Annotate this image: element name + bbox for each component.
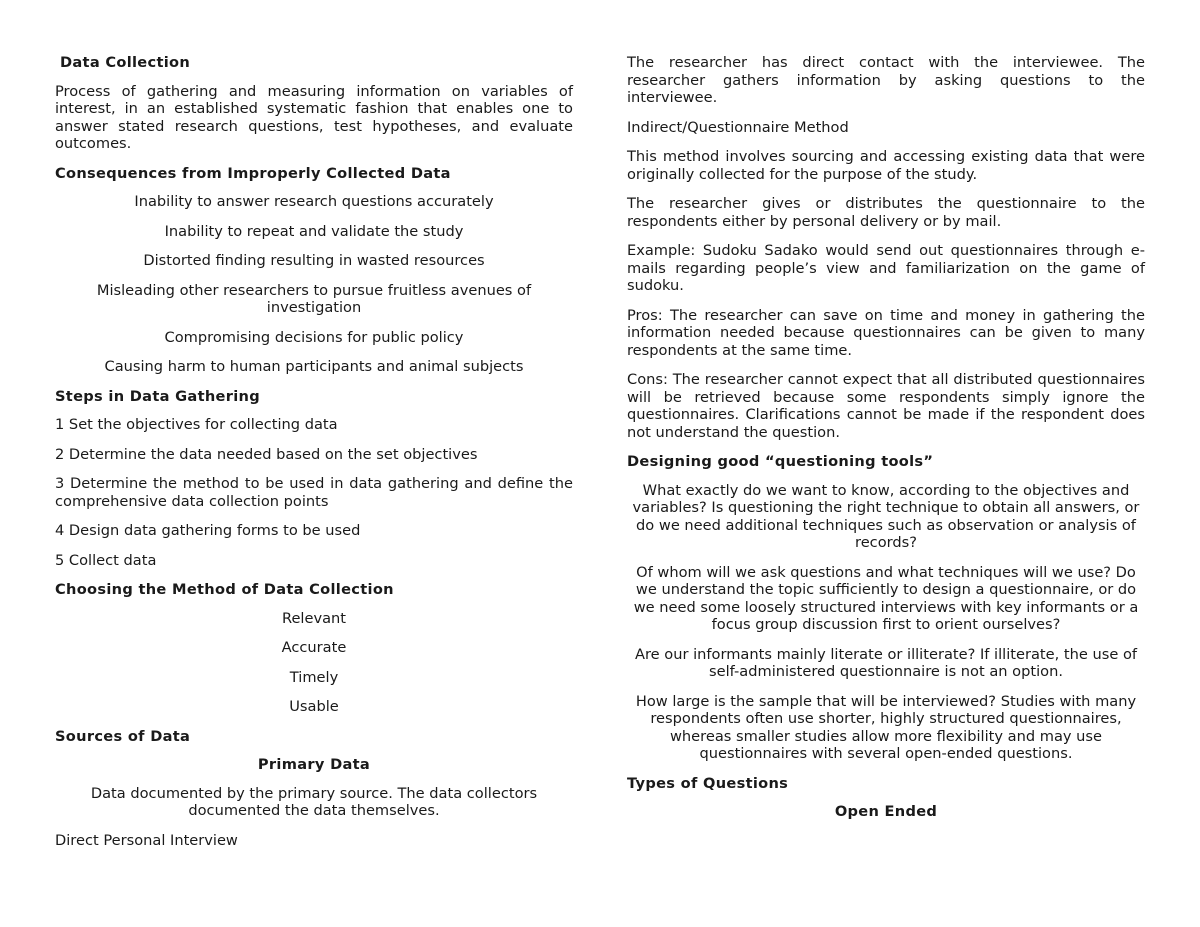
- design-question: Of whom will we ask questions and what techniques will we use? Do we understand the topic sufficiently to design a questionnaire, or do we need some loosely structured interviews with key informants or a focus group discussion first to orient ourselves?: [633, 563, 1139, 633]
- designing-tools-heading: Designing good “questioning tools”: [627, 453, 934, 470]
- consequence-item: Causing harm to human participants and animal subjects: [104, 358, 524, 375]
- consequence-item: Inability to repeat and validate the study: [164, 222, 464, 240]
- choosing-method-heading: Choosing the Method of Data Collection: [55, 581, 394, 598]
- interview-text: The researcher has direct contact with the interviewee. The researcher gathers information by asking questions to the interviewee.: [627, 54, 1145, 106]
- consequences-heading: Consequences from Improperly Collected Data: [55, 164, 451, 182]
- step-item: 5 Collect data: [55, 551, 157, 569]
- method-criterion: Relevant: [281, 609, 347, 627]
- method-criterion: Usable: [289, 698, 339, 715]
- consequence-item: Inability to answer research questions accurately: [134, 193, 494, 210]
- sources-heading: Sources of Data: [55, 727, 191, 745]
- method-criterion: Timely: [289, 668, 339, 686]
- pros-text: Pros: The researcher can save on time and money in gathering the information needed because questionnaires can be given to many respondents at the same time.: [627, 306, 1145, 359]
- steps-heading: Steps in Data Gathering: [55, 387, 260, 405]
- method-criterion: Accurate: [281, 639, 347, 656]
- left-column: [55, 54, 573, 861]
- step-item: 3 Determine the method to be used in data gathering and define the comprehensive data collection points: [55, 475, 573, 510]
- data-collection-definition: Process of gathering and measuring information on variables of interest, in an established systematic fashion that enables one to answer stated research questions, test hypotheses, and evaluate outcomes.: [55, 82, 573, 152]
- indirect-method-label: Indirect/Questionnaire Method: [627, 118, 849, 136]
- open-ended-heading: Open Ended: [834, 803, 938, 820]
- step-item: 2 Determine the data needed based on the set objectives: [55, 445, 478, 463]
- design-question: Are our informants mainly literate or illiterate? If illiterate, the use of self-administered questionnaire is not an option.: [634, 645, 1138, 680]
- types-of-questions-heading: Types of Questions: [627, 774, 789, 792]
- design-question: What exactly do we want to know, according to the objectives and variables? Is questioning the right technique to obtain all answers, or do we need additional techniques such as observation or analysis of records?: [632, 481, 1140, 551]
- direct-interview-label: Direct Personal Interview: [55, 831, 238, 849]
- right-column: [627, 54, 1145, 832]
- data-collection-heading: Data Collection: [60, 54, 191, 71]
- step-item: 4 Design data gathering forms to be used: [55, 522, 361, 539]
- cons-text: Cons: The researcher cannot expect that all distributed questionnaires will be retrieved because some respondents simply ignore the questionnaires. Clarifications cannot be made if the respondent does not understand the question.: [627, 371, 1145, 441]
- indirect-method-text: This method involves sourcing and accessing existing data that were originally collected for the purpose of the study.: [627, 148, 1145, 183]
- indirect-method-distribution: The researcher gives or distributes the questionnaire to the respondents either by personal delivery or by mail.: [627, 195, 1145, 230]
- primary-data-text: Data documented by the primary source. The data collectors documented the data themselves.: [90, 784, 538, 819]
- example-text: Example: Sudoku Sadako would send out questionnaires through e-mails regarding people’s view and familiarization on the game of sudoku.: [627, 242, 1145, 294]
- primary-data-heading: Primary Data: [257, 756, 371, 773]
- step-item: 1 Set the objectives for collecting data: [55, 416, 338, 433]
- consequence-item: Misleading other researchers to pursue fruitless avenues of investigation: [96, 281, 532, 316]
- design-question: How large is the sample that will be interviewed? Studies with many respondents often use shorter, highly structured questionnaires, whereas smaller studies allow more flexibility and may use questionnaires with several open-ended questions.: [635, 692, 1137, 762]
- consequence-item: Distorted finding resulting in wasted resources: [143, 252, 485, 269]
- consequence-item: Compromising decisions for public policy: [164, 328, 464, 346]
